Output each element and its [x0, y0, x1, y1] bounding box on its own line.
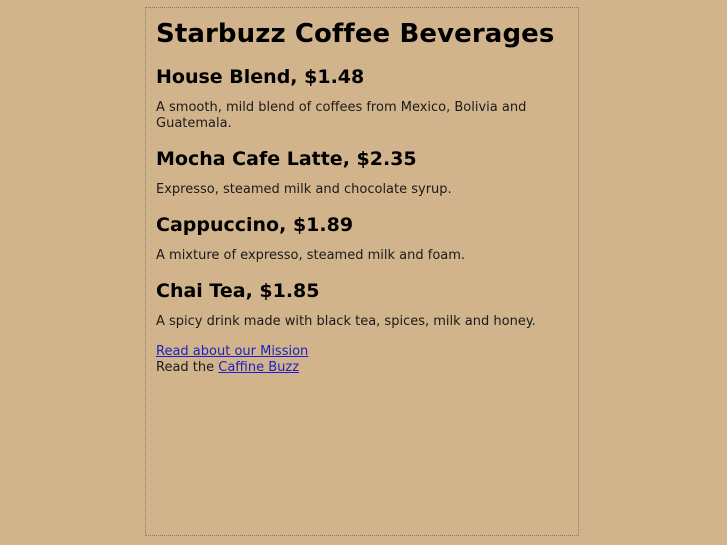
beverage-title-chai-tea: Chai Tea, $1.85	[156, 280, 320, 302]
beverage-title-house-blend: House Blend, $1.48	[156, 66, 365, 88]
read-the-text: Read the	[156, 360, 219, 375]
links-section	[156, 344, 568, 376]
mission-link[interactable]: Read about our Mission	[156, 344, 309, 359]
beverage-description-mocha-cafe-latte: Expresso, steamed milk and chocolate syrup.	[156, 182, 452, 197]
page-container	[145, 7, 579, 536]
beverage-description-cappuccino: A mixture of expresso, steamed milk and foam.	[156, 248, 466, 263]
beverage-title-cappuccino: Cappuccino, $1.89	[156, 214, 354, 236]
caffine-buzz-link[interactable]: Caffine Buzz	[218, 360, 300, 375]
beverage-title-mocha-cafe-latte: Mocha Cafe Latte, $2.35	[156, 148, 417, 170]
beverage-description-chai-tea: A spicy drink made with black tea, spices, milk and honey.	[156, 314, 536, 329]
page-title: Starbuzz Coffee Beverages	[156, 19, 555, 49]
beverage-description-house-blend: A smooth, mild blend of coffees from Mexico, Bolivia and Guatemala.	[156, 100, 527, 131]
